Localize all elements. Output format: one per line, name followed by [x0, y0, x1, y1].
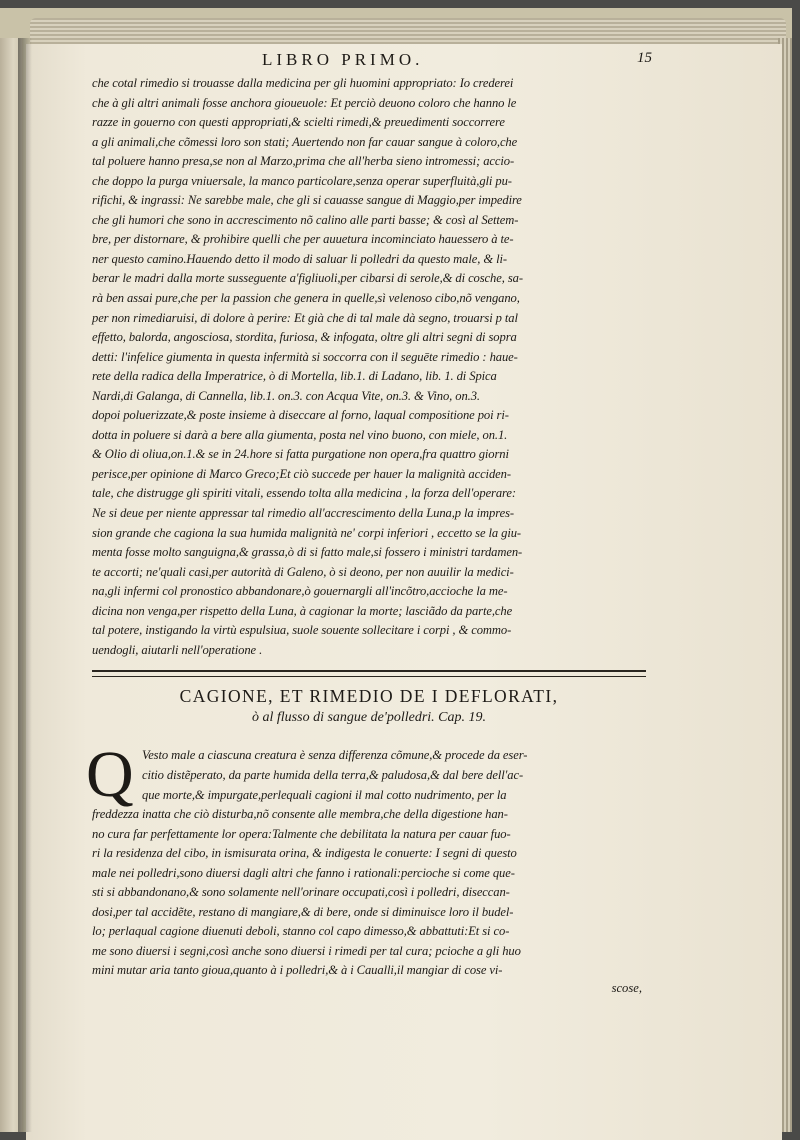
chapter-body [86, 738, 646, 996]
catchword: scose, [611, 980, 642, 995]
text-line: ri la residenza del cibo, in ismisurata orina, & indigesta le conuerte: I segni di questo [92, 846, 517, 861]
text-line: & Olio di oliua,on.1.& se in 24.hore si fatta purgatione non opera,fra quattro giorni [92, 447, 509, 462]
text-line: uendogli, aiutarli nell'operatione . [92, 642, 263, 657]
text-line: che doppo la purga vniuersale, la manco particolare,senza operar superfluità,gli pu- [92, 173, 512, 188]
text-line: mini mutar aria tanto gioua,quanto à i polledri,& à i Caualli,il mangiar di cose vi- [92, 963, 503, 978]
text-line: rà ben assai pure,che per la passion che genera in quelle,sì velenoso cibo,nõ vengano, [92, 291, 520, 306]
chapter-subheading: ò al flusso di sangue de'polledri. Cap. 19. [252, 710, 486, 726]
page-number: 15 [637, 50, 652, 66]
text-line: bre, per distornare, & prohibire quelli che per auuetura incominciato hauessero à te- [92, 232, 514, 247]
chapter-heading: CAGIONE, ET RIMEDIO DE I DEFLORATI, [179, 686, 559, 707]
text-line: freddezza inatta che ciò disturba,nõ consente alle membra,che della digestione han- [92, 807, 508, 822]
text-line: effetto, balorda, angosciosa, stordita, furiosa, & infogata, oltre gli altri segni di sopra [92, 330, 517, 345]
text-line: che à gli altri animali fosse anchora gioueuole: Et perciò deuono coloro che hanno le [92, 95, 517, 110]
text-line: Ne si deue per niente appressar tal rimedio all'accrescimento della Luna,p la impres- [92, 506, 514, 521]
text-line: me sono diuersi i segni,così anche sono diuersi i rimedi per tal cura; pcioche a gli huo [92, 943, 521, 958]
text-line: che cotal rimedio si trouasse dalla medicina per gli huomini appropriato: Io crederei [92, 76, 514, 90]
text-line: menta fosse molto sanguigna,& grassa,ò di si fatto male,si fossero i ministri tardamen- [92, 545, 523, 560]
text-line: tale, che distrugge gli spiriti vitali, essendo tolta alla medicina , la forza dell'operare: [92, 486, 516, 501]
paragraph [92, 74, 646, 660]
text-line: citio distẽperato, da parte humida della terra,& paludosa,& dal bere dell'ac- [142, 767, 524, 782]
chapter-text [92, 746, 646, 981]
text-line: que morte,& impurgate,perlequali cagioni il mal cotto nudrimento, per la [142, 787, 507, 802]
spine-shadow [18, 38, 32, 1132]
text-line: Nardi,di Galanga, di Cannella, lib.1. on.3. con Acqua Vite, on.3. & Vino, on.3. [92, 388, 480, 403]
running-head [92, 50, 652, 74]
page-text [86, 50, 652, 996]
text-line: perisce,per opinione di Marco Greco;Et ciò succede per hauer la malignità acciden- [92, 466, 511, 481]
text-line: a gli animali,che cõmessi loro son stati; Auertendo non far cauar sangue à coloro,che [92, 134, 518, 149]
divider-rule [92, 670, 646, 672]
divider-rule-thin [92, 676, 646, 677]
text-line: tal poluere hanno presa,se non al Marzo,prima che all'herba sieno intromessi; accio- [92, 154, 515, 169]
text-line: na,gli infermi col pronostico abbandonare,ò gouernargli all'incõtro,accioche la me- [92, 584, 508, 599]
text-line: tal potere, instigando la virtù espulsiua, suole souente sollecitare i corpi , & commo- [92, 623, 512, 638]
text-line: rifichi, & ingrassi: Ne sarebbe male, che gli si cauasse sangue di Maggio,per impedire [92, 193, 522, 208]
text-line: dicina non venga,per rispetto della Luna, à cagionar la morte; lasciãdo da parte,che [92, 603, 513, 618]
text-line: te accorti; ne'quali casi,per autorità di Galeno, ò si deono, per non auuilir la medici- [92, 564, 514, 579]
text-line: ner questo camino.Hauendo detto il modo di saluar li polledri da questo male, & li- [92, 251, 507, 266]
text-line: no cura far perfettamente lor opera:Talmente che debilitata la natura per cauar fuo- [92, 826, 511, 841]
text-line: Vesto male a ciascuna creatura è senza differenza cõmune,& procede da eser- [142, 748, 528, 763]
text-line: lo; perlaqual cagione diuenuti deboli, stanno col capo dimesso,& abbattuti:Et si co- [92, 924, 510, 939]
text-line: che gli humori che sono in accrescimento nõ calino alle parti basse; & così al Settem- [92, 212, 519, 227]
text-line: sti si abbandonano,& sono solamente nell'orinare occupati,così i polledri, diseccan- [92, 885, 510, 900]
text-line: per non rimediaruisi, di dolore à perire: Et già che di tal male dà segno, trouarsi p tal [92, 310, 518, 325]
running-title: LIBRO PRIMO. [262, 50, 424, 69]
drop-cap: Q [86, 738, 134, 812]
text-line: dotta in poluere si darà a bere alla giumenta, posta nel vino buono, con miele, on.1. [92, 427, 508, 442]
text-line: razze in gouerno con questi appropriati,& scielti rimedi,& preuedimenti soccorrere [92, 115, 505, 130]
text-line: detti: l'infelice giumenta in questa infermità si soccorra con il seguēte rimedio : haue- [92, 349, 518, 364]
text-line: berar le madri dalla morte susseguente a'figliuoli,per cibarsi di serole,& di cosche, sa- [92, 271, 523, 286]
text-line: dopoi poluerizzate,& poste insieme à diseccare al forno, laqual compositione poi ri- [92, 408, 509, 423]
text-line: male nei polledri,sono diuersi dagli altri che fanno i rationali:percioche si come que- [92, 865, 515, 880]
text-line: sion grande che cagiona la sua humida malignità ne' corpi inferiori , eccetto se la giu- [92, 525, 522, 540]
section-divider [92, 662, 646, 684]
text-line: dosi,per tal accidẽte, restano di mangiare,& di bere, onde si diminuisce loro il budel- [92, 904, 514, 919]
text-line: rete della radica della Imperatrice, ò di Mortella, lib.1. di Ladano, lib. 1. di Spica [92, 369, 497, 384]
